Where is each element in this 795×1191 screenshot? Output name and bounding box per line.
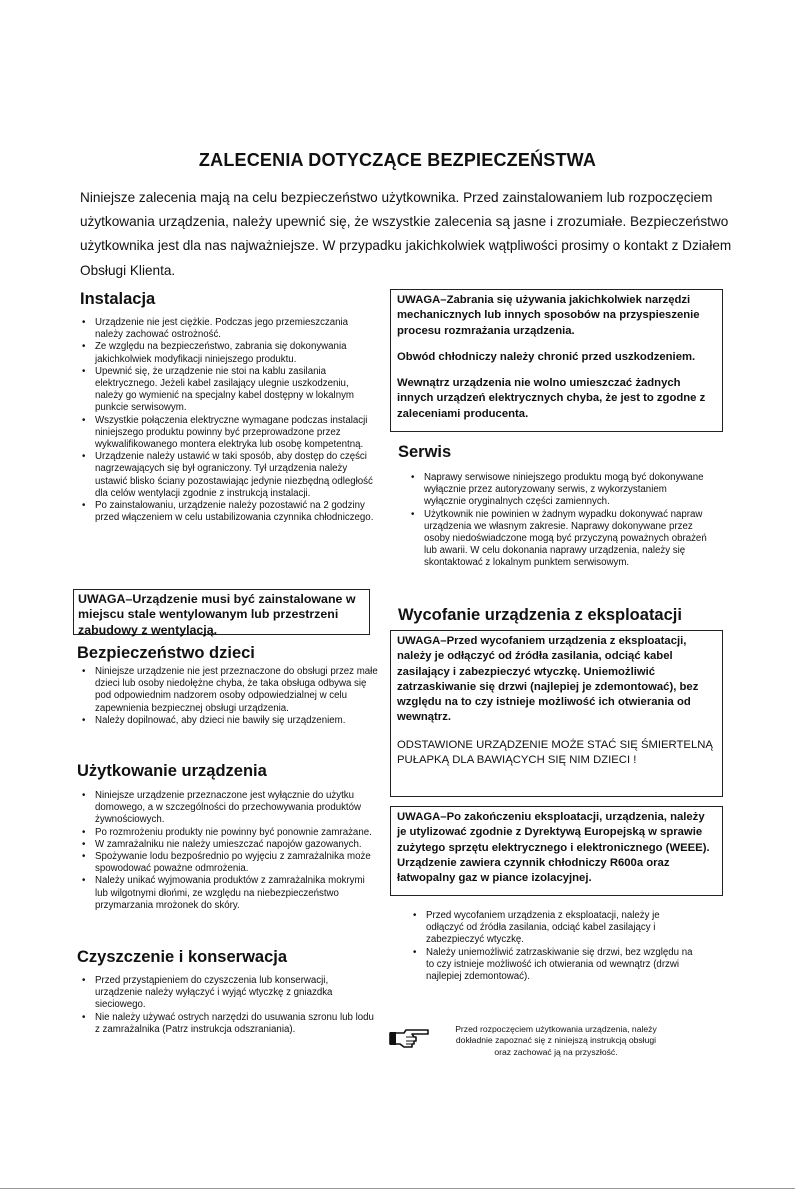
list-serwis xyxy=(408,472,708,570)
list-item: • Przed przystąpieniem do czyszczenia lub konserwacji, urządzenie należy wyłączyć i wyjąć wtyczkę z gniazdka sieciowego. xyxy=(95,975,378,1012)
heading-serwis: Serwis xyxy=(398,443,452,461)
list-item: • Użytkownik nie powinien w żadnym wypadku dokonywać napraw urządzenia we własnym zakresie. Naprawy dokonywane przez osoby niedoświadczone mogą być przyczyną poważnych obrażeń lub awarii. W celu dokonania naprawy urządzenia, należy się skontaktować z lokalnym punktem serwisowym. xyxy=(424,509,708,570)
intro-paragraph: Niniejsze zalecenia mają na celu bezpieczeństwo użytkownika. Przed zainstalowaniem lub rozpoczęciem użytkowania urządzenia, należy upewnić się, że wszystkie zalecenia są jasne i zrozumiałe. Bezpieczeństwo użytkownika jest dla nas najważniejsze. W przypadku jakichkolwiek wątpliwości prosimy o kontakt z Działem Obsługi Klienta. xyxy=(80,190,732,278)
list-item: • Po zainstalowaniu, urządzenie należy pozostawić na 2 godziny przed włączeniem w celu ustabilizowania czynnika chłodniczego. xyxy=(95,500,378,524)
heading-dzieci: Bezpieczeństwo dzieci xyxy=(77,644,255,662)
warning-caps-text: ODSTAWIONE URZĄDZENIE MOŻE STAĆ SIĘ ŚMIERTELNĄ PUŁAPKĄ DLA BAWIĄCYCH SIĘ NIM DZIECI ! xyxy=(397,738,713,767)
warning-box-weee xyxy=(390,806,723,896)
list-item: • Spożywanie lodu bezpośrednio po wyjęciu z zamrażalnika może spowodować poważne odmrożenia. xyxy=(95,851,378,875)
list-item: • Należy dopilnować, aby dzieci nie bawiły się urządzeniem. xyxy=(95,715,378,727)
list-item: • Naprawy serwisowe niniejszego produktu mogą być dokonywane wyłącznie przez autoryzowany serwis, z wykorzystaniem wyłącznie oryginalnych części zamiennych. xyxy=(424,472,708,509)
list-item: • Ze względu na bezpieczeństwo, zabrania się dokonywania jakichkolwiek modyfikacji niniejszego produktu. xyxy=(95,341,378,365)
list-item: • Nie należy używać ostrych narzędzi do usuwania szronu lub lodu z zamrażalnika (Patrz instrukcja odszraniania). xyxy=(95,1012,378,1036)
list-item: • Przed wycofaniem urządzenia z eksploatacji, należy je odłączyć od źródła zasilania, odciąć kabel zasilający i zabezpieczyć wtyczkę. xyxy=(426,910,694,947)
page-title: ZALECENIA DOTYCZĄCE BEZPIECZEŃSTWA xyxy=(198,150,597,170)
page-bottom-line xyxy=(0,1188,795,1189)
list-uzytkowanie xyxy=(79,790,378,912)
warning-text: UWAGA–Urządzenie musi być zainstalowane w miejscu stale wentylowanym lub przestrzeni zabudowy z wentylacją. xyxy=(78,592,356,637)
note-text: Przed rozpoczęciem użytkowania urządzenia, należy dokładnie zapoznać się z niniejszą instrukcją obsługi oraz zachować ją na przyszłość. xyxy=(455,1024,657,1057)
list-item: • Po rozmrożeniu produkty nie powinny być ponownie zamrażane. xyxy=(95,827,378,839)
heading-uzytkowanie: Użytkowanie urządzenia xyxy=(77,762,267,780)
list-item: • Urządzenie należy ustawić w taki sposób, aby dostęp do części nagrzewających się był ograniczony. Tył urządzenia należy ustawić blisko ściany pozostawiając jedynie niezbędną odległość dla celów wentylacji zgodnie z instrukcją instalacji. xyxy=(95,451,378,500)
warning-box-ventilation xyxy=(73,589,370,635)
heading-czyszczenie: Czyszczenie i konserwacja xyxy=(77,948,288,966)
list-dzieci xyxy=(79,666,378,727)
warning-text: Wewnątrz urządzenia nie wolno umieszczać żadnych innych urządzeń elektrycznych chyba, że jest to zgodne z zaleceniami producenta. xyxy=(397,377,706,420)
list-item: • Urządzenie nie jest ciężkie. Podczas jego przemieszczania należy zachować ostrożność. xyxy=(95,317,378,341)
warning-text: Obwód chłodniczy należy chronić przed uszkodzeniem. xyxy=(397,350,696,363)
list-item: • Należy unikać wyjmowania produktów z zamrażalnika mokrymi lub wilgotnymi dłońmi, ze względu na niebezpieczeństwo przymarzania mrożonek do skóry. xyxy=(95,875,378,912)
warning-box-disposal xyxy=(390,630,723,797)
list-item: • Należy uniemożliwić zatrzaskiwanie się drzwi, bez względu na to czy istnieje możliwość ich otwierania od wewnątrz (drzwi najlepiej zdemontować). xyxy=(426,947,694,984)
heading-instalacja: Instalacja xyxy=(80,290,156,308)
pointing-hand-icon xyxy=(388,1025,432,1053)
list-wycofanie xyxy=(410,910,694,983)
warning-text: UWAGA–Po zakończeniu eksploatacji, urządzenia, należy je utylizować zgodnie z Dyrektywą Europejską w sprawie zużytego sprzętu elektrycznego i elektronicznego (WEEE). Urządzenie zawiera czynnik chłodniczy R600a oraz łatwopalny gaz w piance izolacyjnej. xyxy=(397,811,710,885)
list-instalacja xyxy=(79,317,378,524)
warning-box-defrost xyxy=(390,289,723,432)
list-item: • Wszystkie połączenia elektryczne wymagane podczas instalacji niniejszego produktu powinny być przeprowadzone przez wykwalifikowanego montera elektryka lub osobę kompetentną. xyxy=(95,415,378,452)
warning-text: UWAGA–Przed wycofaniem urządzenia z eksploatacji, należy je odłączyć od źródła zasilania, odciąć kabel zasilający i zabezpieczyć wtyczkę. Uniemożliwić zatrzaskiwanie się drzwi (najlepiej je zdemontować), bez względu na to czy istnieje możliwość ich otwierania od wewnątrz. xyxy=(397,635,699,724)
list-item: • Niniejsze urządzenie nie jest przeznaczone do obsługi przez małe dzieci lub osoby niedołężne chyba, że taka obsługa odbywa się pod odpowiednim nadzorem osoby odpowiedzialnej w celu zapewnienia bezpiecznej obsługi urządzenia. xyxy=(95,666,378,715)
heading-wycofanie: Wycofanie urządzenia z eksploatacji xyxy=(398,606,682,624)
warning-text: UWAGA–Zabrania się używania jakichkolwiek narzędzi mechanicznych lub innych sposobów na przyspieszenie procesu rozmrażania urządzenia. xyxy=(397,294,700,337)
list-item: • W zamrażalniku nie należy umieszczać napojów gazowanych. xyxy=(95,839,378,851)
list-item: • Upewnić się, że urządzenie nie stoi na kablu zasilania elektrycznego. Jeżeli kabel zasilający ulegnie uszkodzeniu, należy go wymienić na specjalny kabel dostępny w lokalnym punkcie serwisowym. xyxy=(95,366,378,415)
list-item: • Niniejsze urządzenie przeznaczone jest wyłącznie do użytku domowego, a w szczególności do przechowywania produktów żywnościowych. xyxy=(95,790,378,827)
list-czyszczenie xyxy=(79,975,378,1036)
